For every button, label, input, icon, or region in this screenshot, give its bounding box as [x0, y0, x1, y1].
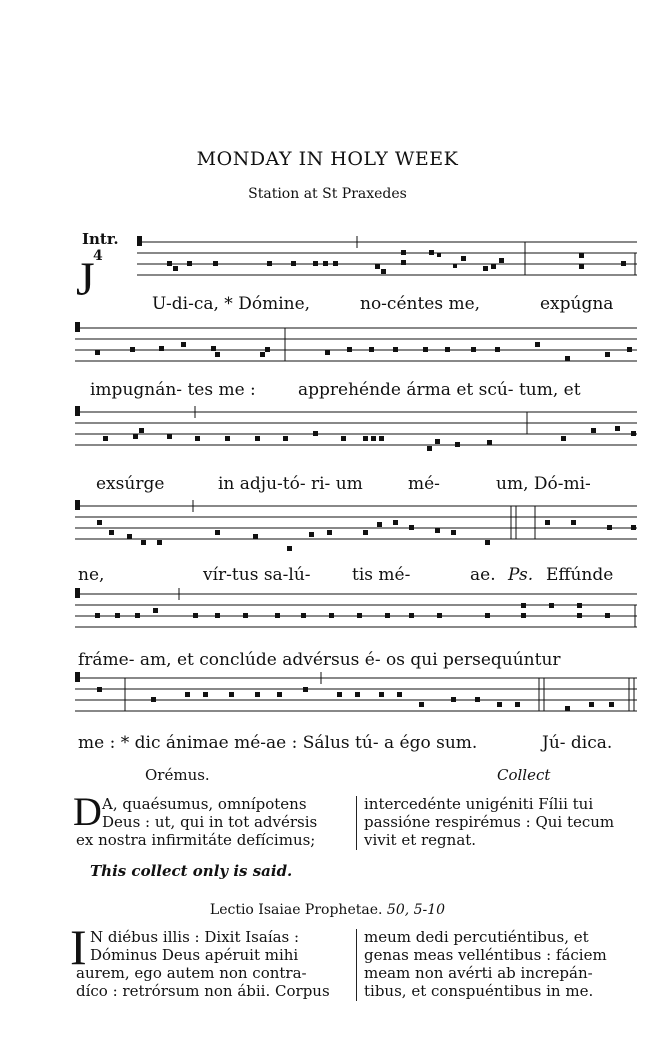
- lyric-4e: Effúnde: [546, 565, 614, 585]
- lesson-right-line-1: meum dedi percutiéntibus, et: [364, 928, 589, 946]
- collect-note: This collect only is said.: [90, 862, 293, 880]
- lyric-1b: no-céntes me,: [360, 294, 481, 314]
- psalm-label: Ps.: [508, 565, 534, 585]
- lyric-1a: U-di-ca, * Dómine,: [152, 294, 311, 314]
- lyric-2b: apprehénde árma et scú- tum, et: [298, 380, 581, 400]
- lesson-left-column: [76, 928, 350, 1000]
- lesson-column-rule: [356, 929, 357, 1001]
- staff-6: [75, 672, 637, 726]
- lyric-5a: fráme- am, et conclúde advérsus é- os qui persequúntur: [78, 650, 561, 670]
- lyric-3a: exsúrge: [96, 474, 165, 494]
- lesson-initial: I: [70, 919, 87, 975]
- lesson-title: Lectio Isaiae Prophetae.: [209, 902, 383, 918]
- lyric-4b: vír-tus sa-lú-: [203, 565, 311, 585]
- lyric-3d: um, Dó-mi-: [496, 474, 591, 494]
- staff-5: [75, 588, 637, 642]
- lyric-6a: me : * dic ánimae mé-ae : Sálus tú- a égo sum.: [78, 733, 478, 753]
- collect-left-line-3: ex nostra infirmitáte defícimus;: [76, 831, 316, 849]
- collect-left-line-2: Deus : ut, qui in tot advérsis: [102, 813, 318, 831]
- lyric-6b: Jú- dica.: [542, 733, 613, 753]
- lesson-heading: [0, 902, 655, 918]
- lyric-4c: tis mé-: [352, 565, 411, 585]
- chant-initial: J: [76, 253, 95, 306]
- staff-1: [75, 236, 637, 286]
- lesson-right-line-3: meam non avérti ab increpán-: [364, 964, 593, 982]
- staff-3: [75, 406, 637, 460]
- lesson-right-line-4: tibus, et conspuéntibus in me.: [364, 982, 594, 1000]
- lesson-left-line-1: N diébus illis : Dixit Isaías :: [90, 928, 300, 946]
- lyric-4d: ae.: [470, 565, 496, 585]
- oremus-label: Orémus.: [145, 766, 210, 784]
- introit-label: Intr.: [82, 230, 119, 248]
- lesson-right-line-2: genas meas velléntibus : fáciem: [364, 946, 607, 964]
- lesson-left-line-3: aurem, ego autem non contra-: [76, 964, 307, 982]
- page-title: MONDAY IN HOLY WEEK: [196, 148, 459, 170]
- collect-right-line-1: intercedénte unigéniti Fílii tui: [364, 795, 594, 813]
- lesson-left-line-4: díco : retrórsum non ábii. Corpus: [76, 982, 330, 1000]
- lesson-left-line-2: Dóminus Deus apéruit mihi: [90, 946, 299, 964]
- collect-right-column: [364, 795, 640, 849]
- lyric-1c: expúgna: [540, 294, 614, 314]
- station-subtitle: Station at St Praxedes: [248, 186, 407, 202]
- mode-number: 4: [93, 248, 103, 264]
- lesson-reference: 50, 5-10: [386, 902, 446, 918]
- collect-column-rule: [356, 796, 357, 850]
- lyric-3c: mé-: [408, 474, 440, 494]
- collect-right-line-2: passióne respirémus : Qui tecum: [364, 813, 615, 831]
- lyric-4a: ne,: [78, 565, 105, 585]
- collect-label: Collect: [497, 766, 551, 784]
- staff-4: [75, 500, 637, 554]
- lyric-3b: in adju-tó- ri- um: [218, 474, 363, 494]
- collect-left-column: [76, 795, 350, 849]
- collect-right-line-3: vivit et regnat.: [364, 831, 477, 849]
- lyric-2a: impugnán- tes me :: [90, 380, 256, 400]
- lesson-right-column: [364, 928, 640, 1000]
- collect-left-line-1: A, quaésumus, omnípotens: [102, 795, 307, 813]
- collect-initial: D: [73, 789, 102, 834]
- staff-2: [75, 322, 637, 372]
